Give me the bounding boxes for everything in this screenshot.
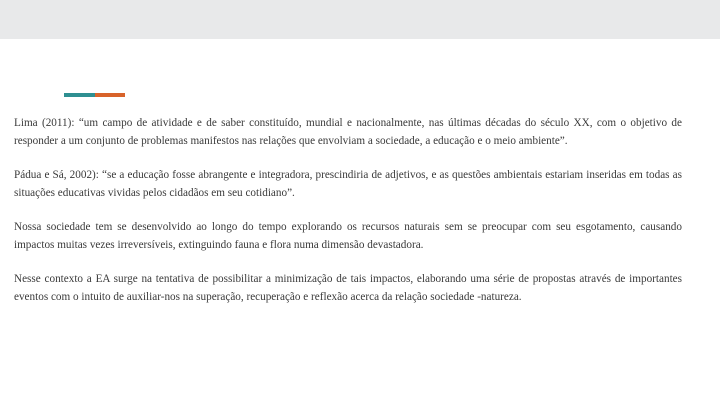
slide-body	[14, 115, 682, 323]
accent-bar-orange-segment	[95, 93, 125, 97]
accent-bar	[64, 93, 125, 97]
paragraph-ea-context: Nesse contexto a EA surge na tentativa de possibilitar a minimização de tais impactos, elaborando uma série de propostas através de importantes eventos com o intuito de auxiliar-nos na superação, recuperação e reflexão acerca da relação sociedade -natureza.	[14, 273, 682, 303]
accent-bar-teal-segment	[64, 93, 95, 97]
paragraph-padua-sa-quote: Pádua e Sá, 2002): “se a educação fosse abrangente e integradora, prescindiria de adjetivos, e as questões ambientais estariam inseridas em todas as situações educativas vividas pelos cidadãos em seu cotidiano”.	[14, 169, 682, 199]
paragraph-society-impacts: Nossa sociedade tem se desenvolvido ao longo do tempo explorando os recursos naturais sem se preocupar com seu esgotamento, causando impactos muitas vezes irreversíveis, extinguindo fauna e flora numa dimensão devastadora.	[14, 221, 682, 251]
paragraph-lima-quote: Lima (2011): “um campo de atividade e de saber constituído, mundial e nacionalmente, nas últimas décadas do século XX, com o objetivo de responder a um conjunto de problemas manifestos nas relações que envolviam a sociedade, a educação e o meio ambiente”.	[14, 117, 682, 147]
top-header-band	[0, 0, 720, 39]
